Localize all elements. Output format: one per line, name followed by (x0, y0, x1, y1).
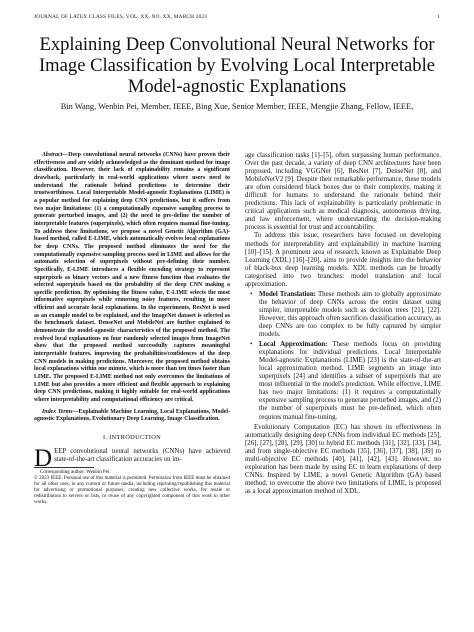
page-number: 1 (437, 14, 440, 20)
paragraph-2: To address this issue, researchers have focused on developing methods for interpretability and explainability in machine learning [10]–[15]. A prominent area of research, known as Explainable Deep Learning (XDL) [16]–[20], aims to provide insights into the behavior of black-box deep learning models. XDL methods can be broadly categorised into two branches: model translation and local approximation. (245, 232, 441, 288)
bullet-label: Local Approximation: (259, 341, 328, 349)
running-header (34, 14, 440, 20)
list-item: • Model Translation: These methods aim to globally approximate the behavior of deep CNNs across the entire dataset using simpler, interpretable models such as decision trees [21], [22]. However, this approach often sacrifices classification accuracy, as deep CNNs are too complex to be fully captured by simpler models. (250, 290, 441, 339)
paper-title: Explaining Deep Convolutional Neural Networks for Image Classification by Evolving Local Interpretable Model-agnostic Explanations (38, 34, 436, 97)
index-terms (34, 409, 230, 424)
right-column (245, 152, 441, 496)
paragraph-3: Evolutionary Computation (EC) has shown its effectiveness in automatically designing deep CNNs from individual EC methods [25], [26], [27], [28], [29], [30] to hybrid EC methods [31], [32], [33], [34], and from single-objective EC methods [35], [36], [37], [38], [39] to multi-objective EC methods [40], [41], [42], [43]. However, no exploration has been made by using EC to learn explanations of deep CNNs. Inspired by LIME, a novel Genetic Algorithm (GA) based method, to overcome the above two limitations of LIME, is proposed as a local approximation method of XDL. (245, 423, 441, 495)
section-heading: I. INTRODUCTION (102, 433, 162, 441)
list-item: • Local Approximation: These methods focus on providing explanations for individual predictions. Local Interpretable Model-agnostic Explanations (LIME) [23] is the state-of-the-art local approximation method. LIME segments an image into superpixels [24] and identifies a subset of superpixels that are most influential in the model's prediction. While effective, LIME has two major limitations: (1) it requires a computationally expensive sampling process to generate perturbed images, and (2) the number of superpixels must be pre-defined, which often requires manual fine-tuning. (250, 341, 442, 421)
left-column (34, 152, 230, 506)
abstract-label: Abstract (42, 152, 63, 158)
bullet-text: These methods aim to globally approximate the behavior of deep CNNs across the entire dataset using simpler, interpretable models such as decision trees [21], [22]. However, this approach often sacrifices classification accuracy, as deep CNNs are too complex to be fully captured by simpler models. (259, 290, 441, 339)
footnote-copyright: © 2023 IEEE. Personal use of this material is permitted. Permission from IEEE must be obtained for all other uses, in any current or future media, including reprinting/republishing this material for advertising or promotional purposes, creating new collective works, for resale or redistribution to servers or lists, or reuse of any copyrighted component of this work in other works. (34, 475, 230, 505)
author-list: Bin Wang, Wenbin Pei, Member, IEEE, Bing Xue, Senior Member, IEEE, Mengjie Zhang, Fellow, IEEE, (60, 102, 414, 111)
index-terms-label: Index Terms (42, 408, 73, 415)
journal-name: JOURNAL OF LATEX CLASS FILES, VOL. XX, NO. XX, MARCH 2023 (34, 14, 208, 20)
abstract-text: —Deep convolutional neural networks (CNNs) have proven their effectiveness and are widely acknowledged as the dominant method for image classification. However, their lack of explainability remains a significant drawback, particularly in real-world applications where users need to understand the rationale behind predictions to determine their trustworthiness. Local Interpretable Model-agnostic Explanations (LIME) is a popular method for explaining deep CNN predictions, but it suffers from two major limitations: (1) a computationally expensive sampling process to generate perturbed images, and (2) the need to pre-define the number of interpretable features (superpixels), which often requires manual fine-tuning. To address these limitations, we propose a novel Genetic Algorithm (GA)-based method, called E-LIME, which automatically evolves local explanations for deep CNNs. The proposed method eliminates the need for the computationally expensive sampling process used in LIME and allows for the automatic selection of superpixels without pre-defining their number. Specifically, E-LIME introduces a flexible encoding strategy to represent superpixels as binary vectors and a new fitness function that evaluates the selected superpixels based on the probability of the deep CNN making a specific prediction. By optimising the fitness value, E-LIME selects the most informative superpixels while removing noisy features, resulting in more efficient and accurate local explanations. In the experiments, ResNet is used as an example model to be explained, and the ImageNet dataset is selected as the benchmark dataset. DenseNet and MobileNet are further explained to demonstrate the model-agnostic characteristics of the proposed method. The evolved local explanations on four randomly selected images from ImageNet show that the proposed method successfully captures meaningful interpretable features, improving the probabilities/confidences of the deep CNN models in making predictions. Moreover, the proposed method obtains local explanations within one minute, which is more than ten times faster than LIME. The proposed E-LIME method not only overcomes the limitations of LIME but also provides a more efficient and flexible approach to explaining deep CNN predictions, making it highly suitable for real-world applications where interpretability and computational efficiency are critical. (34, 152, 230, 403)
footnote-corresponding: Corresponding author: Wenbin Pei. (40, 469, 111, 475)
intro-text: EEP convolutional neural networks (CNNs) have achieved state-of-the-art classification accuracies on im- (54, 447, 230, 463)
index-terms-text: —Explainable Machine Learning, Local Explanations, Model-agnostic Explanations, Evolutionary Deep Learning, Image Classification. (34, 408, 231, 423)
bullet-text: These methods focus on providing explanations for individual predictions. Local Interpretable Model-agnostic Explanations (LIME) [23] is the state-of-the-art local approximation method. LIME segments an image into superpixels [24] and identifies a subset of superpixels that are most influential in the model's prediction. While effective, LIME has two major limitations: (1) it requires a computationally expensive sampling process to generate perturbed images, and (2) the number of superpixels must be pre-defined, which often requires manual fine-tuning. (259, 341, 442, 421)
approach-list (245, 291, 441, 422)
paragraph-1: age classification tasks [1]–[5], often surpassing human performance. Over the past decade, a variety of deep CNN architectures have been proposed, including VGGNet [6], ResNet [7], DenseNet [8], and MobileNetV2 [9]. Despite their remarkable performance, these models are often considered black boxes due to their complexity, making it difficult for humans to understand the rationale behind their predictions. This lack of explainability is particularly problematic in critical applications such as medical diagnosis, autonomous driving, and law enforcement, where understanding the decision-making process is essential for trust and accountability. (245, 152, 441, 232)
bullet-label: Model Translation: (259, 290, 316, 298)
drop-cap: D (34, 444, 53, 472)
abstract (34, 152, 230, 405)
